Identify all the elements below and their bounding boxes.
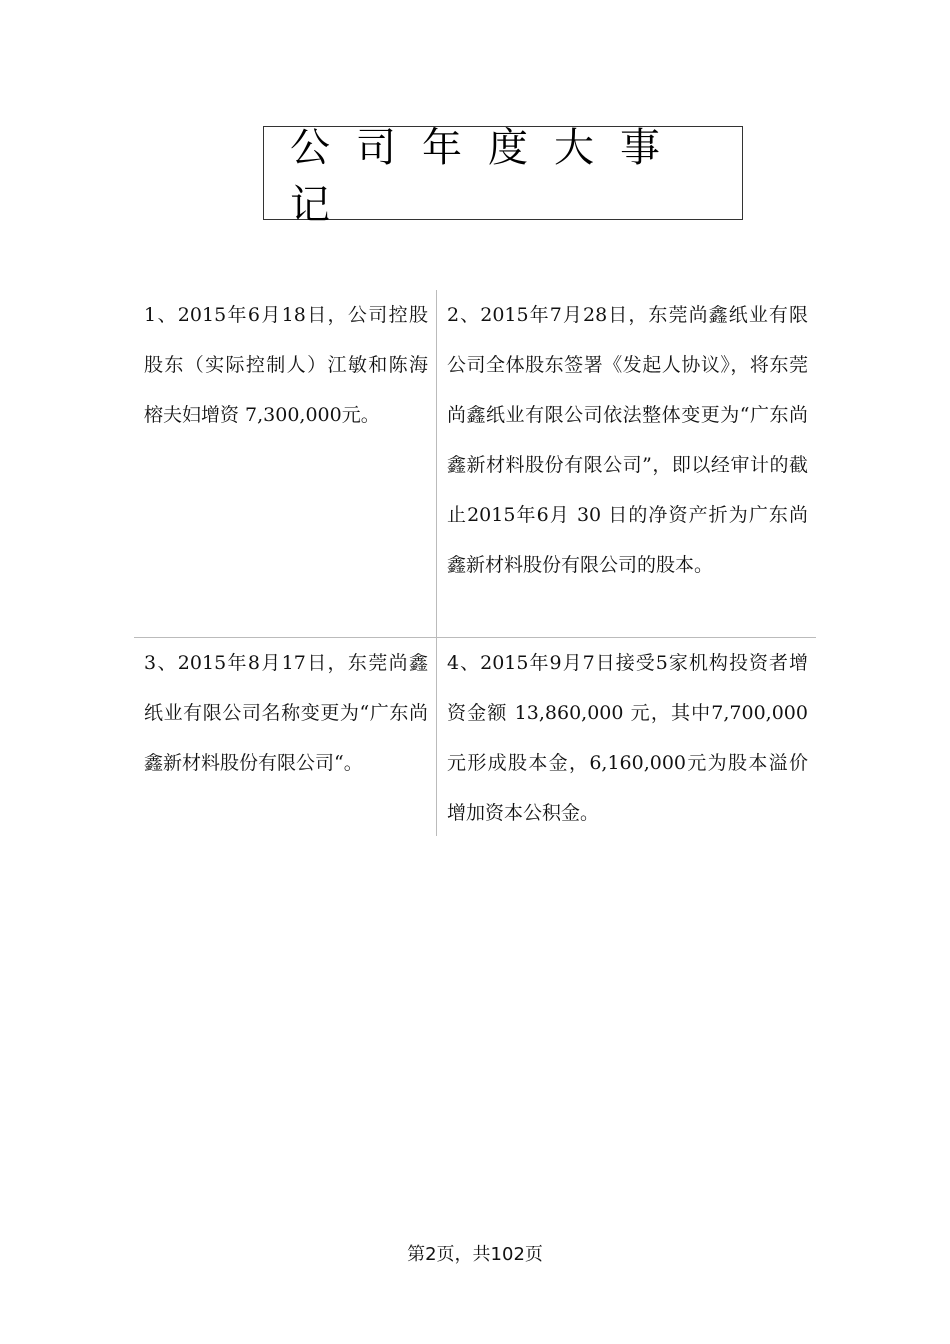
title-box — [263, 125, 743, 228]
event-cell-1: 1、2015年6月18日，公司控股股东（实际控制人）江敏和陈海榕夫妇增资 7,300,000元。 — [134, 290, 437, 638]
event-cell-3: 3、2015年8月17日，东莞尚鑫纸业有限公司名称变更为“广东尚鑫新材料股份有限公司“。 — [134, 638, 437, 836]
event-cell-2: 2、2015年7月28日，东莞尚鑫纸业有限公司全体股东签署《发起人协议》，将东莞尚鑫纸业有限公司依法整体变更为“广东尚鑫新材料股份有限公司”，即以经审计的截止2015年6月 30 日的净资产折为广东尚鑫新材料股份有限公司的股本。 — [437, 290, 816, 638]
event-cell-4: 4、2015年9月7日接受5家机构投资者增资金额 13,860,000 元，其中7,700,000元形成股本金，6,160,000元为股本溢价增加资本公积金。 — [447, 652, 808, 824]
page-title: 公司年度大事记 — [290, 125, 686, 228]
events-table — [134, 290, 816, 836]
page-number: 第2页，共102页 — [407, 1244, 543, 1265]
